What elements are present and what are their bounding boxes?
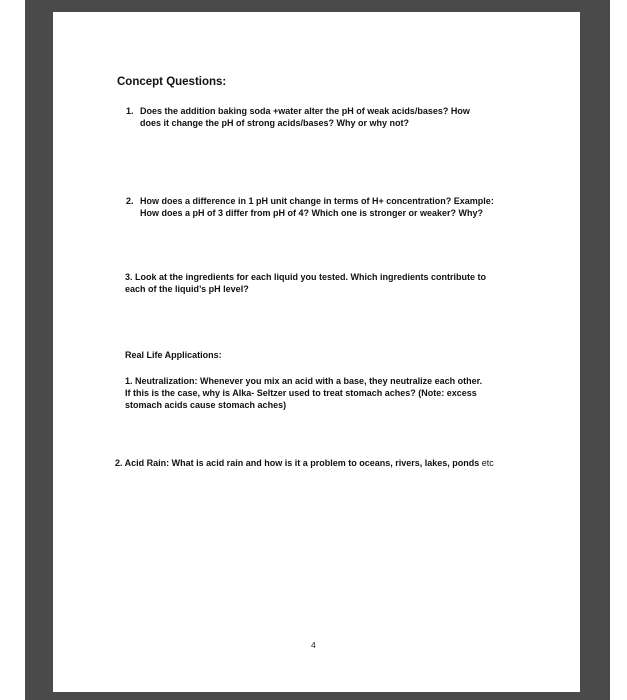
application-1-line-2: If this is the case, why is Alka- Seltzer used to treat stomach aches? (Note: excess (125, 388, 477, 398)
application-2-text: 2. Acid Rain: What is acid rain and how is it a problem to oceans, rivers, lakes, ponds (115, 458, 480, 468)
question-2-line-2: How does a pH of 3 differ from pH of 4? Which one is stronger or weaker? Why? (140, 208, 484, 218)
application-1-line-3: stomach acids cause stomach aches) (125, 400, 287, 410)
question-1-number: 1. (126, 106, 134, 116)
page-number: 4 (311, 640, 316, 650)
application-2-suffix: etc (479, 458, 494, 468)
real-life-applications-heading: Real Life Applications: (125, 350, 222, 360)
application-2-line (115, 457, 494, 469)
question-2-line-1: How does a difference in 1 pH unit change in terms of H+ concentration? Example: (140, 196, 494, 206)
document-page (53, 12, 580, 692)
question-2-number: 2. (126, 196, 134, 206)
question-3-line-2: each of the liquid’s pH level? (125, 284, 249, 294)
question-1-line-1: Does the addition baking soda +water alter the pH of weak acids/bases? How (140, 106, 470, 116)
question-3-line-1: 3. Look at the ingredients for each liquid you tested. Which ingredients contribute to (125, 272, 487, 282)
concept-questions-heading: Concept Questions: (117, 76, 227, 88)
application-1-line-1: 1. Neutralization: Whenever you mix an acid with a base, they neutralize each other. (125, 376, 483, 386)
question-1-line-2: does it change the pH of strong acids/bases? Why or why not? (140, 118, 410, 128)
